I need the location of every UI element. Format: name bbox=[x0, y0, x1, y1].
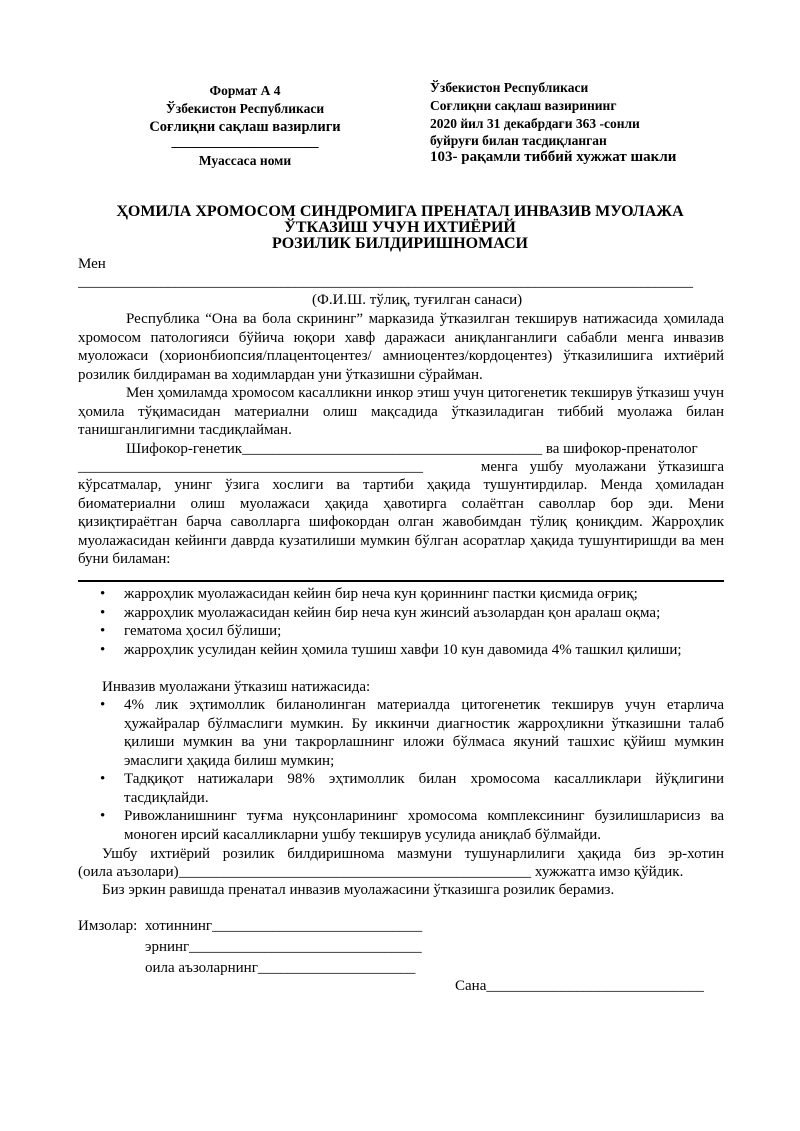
institution-name: Муассаса номи bbox=[198, 153, 292, 168]
approved-line: буйруғи билан тасдиқланган bbox=[430, 133, 607, 148]
bullet-icon: • bbox=[100, 641, 106, 658]
republic-right: Ўзбекистон Республикаси bbox=[430, 80, 589, 95]
bullet-icon: • bbox=[100, 697, 106, 713]
paragraph-5: Биз эркин равишда пренатал инвазив муолажасини ўтказишга розилик берамиз. bbox=[102, 882, 615, 898]
title-line-1: ҲОМИЛА ХРОМОСОМ СИНДРОМИГА ПРЕНАТАЛ ИНВАЗИВ МУОЛАЖА bbox=[116, 203, 684, 220]
institution-line: _____________________ bbox=[171, 135, 319, 150]
bullet-icon: • bbox=[100, 771, 106, 787]
paragraph-3-line-1: Шифокор-генетик________________________________________ ва шифокор-пренатолог bbox=[126, 441, 698, 457]
results-list bbox=[78, 696, 724, 844]
ministry-left: Соғлиқни сақлаш вазирлиги bbox=[149, 119, 341, 135]
paragraph-3-line-2-text: менга ушбу муолажани ўтказишга bbox=[480, 459, 724, 475]
form-number: 103- рақамли тиббий хужжат шакли bbox=[430, 149, 677, 165]
husband-signature: эрнинг_______________________________ bbox=[145, 939, 422, 955]
list-item: • гематома ҳосил бўлиши; bbox=[100, 623, 282, 639]
bullet-icon: • bbox=[100, 604, 106, 621]
fio-line: __________________________________________________________________________________ bbox=[78, 274, 693, 290]
title-line-3: РОЗИЛИК БИЛДИРИШНОМАСИ bbox=[272, 235, 528, 252]
paragraph-3-rest: кўрсатмалар, унинг ўзига хослиги ва тартиби ҳақида тушунтирдилар. Менда ҳомиладан биоматериални олиш муолажаси ҳақида ҳавотирга солаётган саволлар бор эди. Мени қизиқтираётган барча саволларга шифокордан олган жавобимдан тўлиқ қониқдим. Жарроҳлик муолажасидан кейинги даврда кузатилиши мумкин бўлган асоратлар ҳақида тушунтиришди ва мен буни биламан: bbox=[78, 477, 724, 567]
paragraph-4-line-1: Ушбу ихтиёрий розилик билдиришнома мазмуни тушунарлилиги ҳақида биз эр-хотин bbox=[102, 846, 724, 862]
order-line: 2020 йил 31 декабрдаги 363 -сонли bbox=[430, 116, 640, 131]
signatures-label: Имзолар: bbox=[78, 918, 138, 934]
complications-list bbox=[78, 585, 724, 659]
paragraph-3-line-2 bbox=[78, 458, 724, 477]
paragraph-4-line-2: (оила аъзолари)_______________________________________________ хужжатга имзо қўйдик. bbox=[78, 864, 684, 880]
republic-left: Ўзбекистон Республикаси bbox=[165, 101, 325, 116]
list-item: • Ривожланишнинг туғма нуқсонларининг хромосома комплексининг бузилишларисиз ва моноген ирсий касалликларни ушбу текширув усулида аниқлаб бўлмайди. bbox=[100, 808, 724, 843]
format-label: Формат А 4 bbox=[209, 83, 281, 98]
list-item: • жарроҳлик муолажасидан кейин бир неча кун қориннинг пастки қисмида оғриқ; bbox=[100, 586, 638, 602]
paragraph-2: Мен ҳомиламда хромосом касалликни инкор этиш учун цитогенетик текширув ўтказиш учун ҳомила тўқимасидан материални олиш мақсадида ўтказиладиган тиббий муолажа билан танишганлигимни тасдиқлайман. bbox=[78, 385, 724, 438]
wife-signature: хотиннинг____________________________ bbox=[145, 918, 423, 934]
divider bbox=[78, 580, 724, 582]
men-label: Мен bbox=[78, 256, 106, 272]
family-signature: оила аъзоларнинг_____________________ bbox=[145, 960, 416, 976]
date-field: Сана_____________________________ bbox=[455, 978, 704, 994]
list-item: • 4% лик эҳтимоллик биланолинган материалда цитогенетик текширув учун етарлича ҳужайралар бўлмаслиги мумкин. Бу иккинчи диагностик жарроҳликни ўтказишни талаб қилиши мумкин ва уни такрорлашнинг иложи бўлмаса якуний ташхис қўйиш мумкин эмаслиги ҳақида билиш мумкин; bbox=[100, 697, 724, 769]
invasive-intro: Инвазив муолажани ўтказиш натижасида: bbox=[102, 679, 371, 695]
list-item: • жарроҳлик усулидан кейин ҳомила тушиш хавфи 10 кун давомида 4% ташкил қилиши; bbox=[100, 641, 682, 658]
bullet-icon: • bbox=[100, 623, 106, 639]
bullet-icon: • bbox=[100, 808, 106, 824]
fio-caption: (Ф.И.Ш. тўлиқ, туғилган санаси) bbox=[312, 292, 523, 308]
paragraph-1: Республика “Она ва бола скрининг” марказида ўтказилган текширув натижасида ҳомилада хромосом патологияси бўйича юқори хавф даражаси аниқланганлиги сабабли менга инвазив муоложаси (хорионбиопсия/плацентоцентез/ амниоцентез/кордоцентез) ўтказилишига ихтиёрий розилик билдираман ва ходимлардан уни ўтказишни сўрайман. bbox=[78, 311, 724, 383]
list-item: • Тадқиқот натижалари 98% эҳтимоллик билан хромосома касалликлари йўқлигини тасдиқлайди. bbox=[100, 771, 724, 806]
prenatologist-blank: ______________________________________________ bbox=[78, 459, 423, 475]
title-line-2: ЎТКАЗИШ УЧУН ИХТИЁРИЙ bbox=[284, 219, 516, 236]
ministry-right: Соғлиқни сақлаш вазирининг bbox=[430, 98, 617, 113]
list-item: • жарроҳлик муолажасидан кейин бир неча кун жинсий аъзолардан қон аралаш оқма; bbox=[100, 604, 661, 621]
bullet-icon: • bbox=[100, 586, 106, 602]
